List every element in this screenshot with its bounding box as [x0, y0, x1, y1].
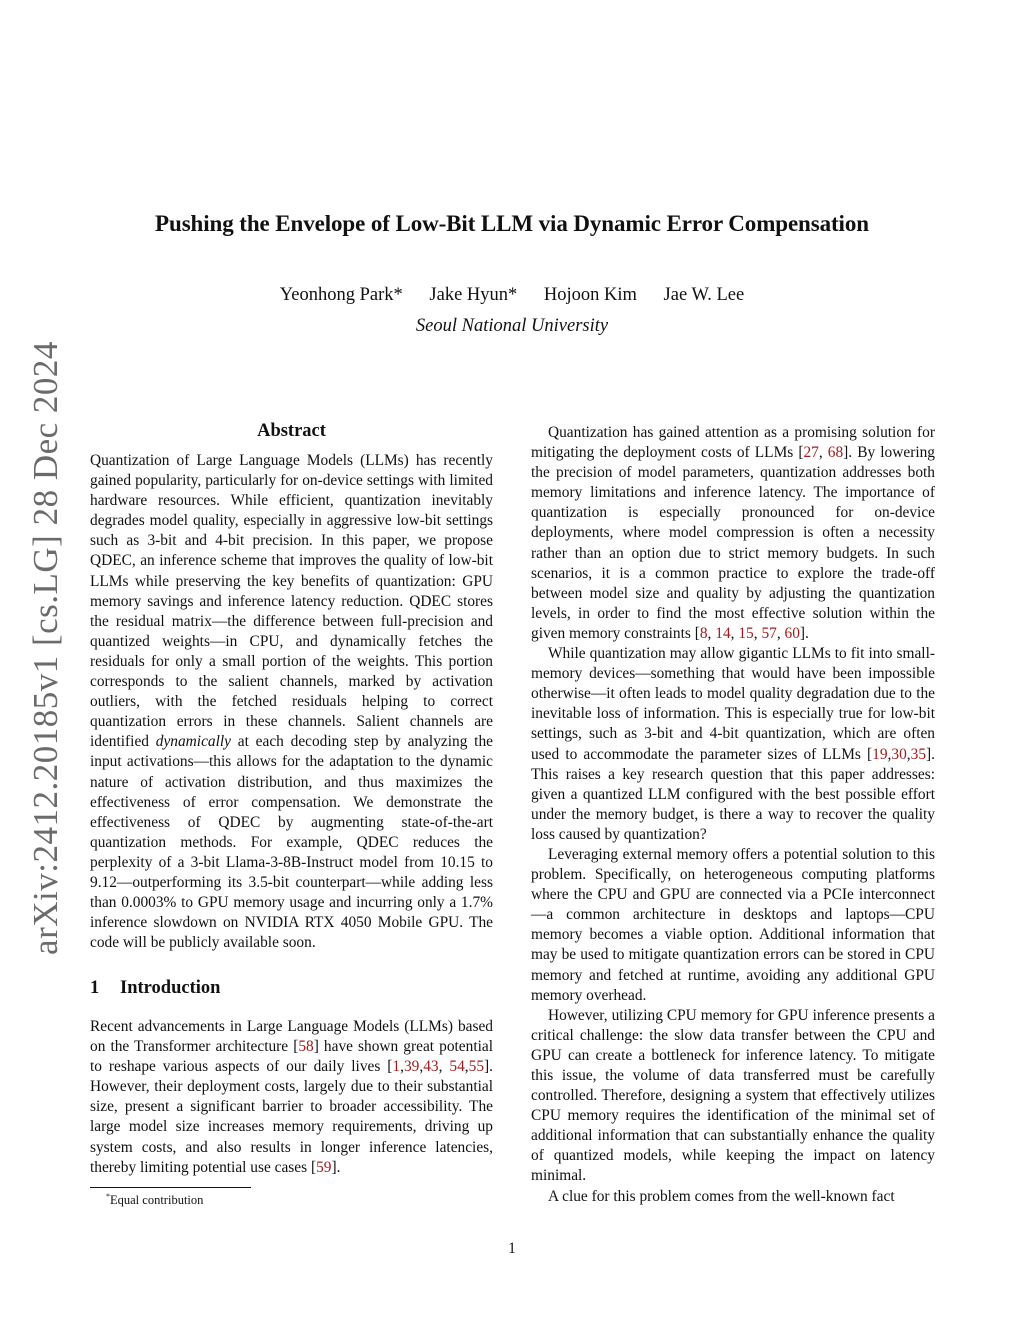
- text-run: ]. However, their deployment costs, largely due to their substantial size, present a significant barrier to broader accessibility. The large model size increases memory requirements, driving up system costs, and also results in longer inference latencies, thereby limiting potential use cases [: [90, 1058, 493, 1176]
- arxiv-identifier[interactable]: arXiv:2412.20185v1 [cs.LG] 28 Dec 2024: [26, 341, 65, 955]
- paragraph: However, utilizing CPU memory for GPU inference presents a critical challenge: the slow data transfer between the CPU and GPU can create a bottleneck for inference latency. To mitigate this issue, the volume of data transferred must be carefully controlled. Therefore, designing a system that effectively utilizes CPU memory requires the identification of the minimal set of additional information that can substantially enhance the quality of quantized models, while keeping the impact on latency minimal.: [531, 1006, 935, 1185]
- citation-link[interactable]: 60: [784, 624, 800, 642]
- paragraph: While quantization may allow gigantic LLMs to fit into small-memory devices—something that would have been impossible otherwise—it often leads to model quality degradation due to the inevitable loss of information. This is especially true for low-bit settings, such as 3-bit and 4-bit quantization, which are often used to accommodate the parameter sizes of LLMs [19,30,35]. This raises a key research question that this paper addresses: given a quantized LLM configured with the best possible effort under the memory budget, is there a way to recover the quality loss caused by quantization?: [531, 645, 935, 843]
- section-heading-introduction: [90, 978, 220, 999]
- page-number: 1: [508, 1240, 516, 1257]
- citation-link[interactable]: 1: [392, 1058, 401, 1076]
- text-run: ] have shown great potential to reshape various aspects of our daily lives [: [90, 1038, 493, 1076]
- author-list: [0, 285, 1024, 306]
- abstract-text-part: at each decoding step by analyzing the input activations—this allows for the adaptation to the dynamic nature of activation distribution, and thus maximizes the effectiveness of error compensation. We demonstrate the effectiveness of QDEC by augmenting state-of-the-art quantization methods. For example, QDEC reduces the perplexity of a 3-bit Llama-3-8B-Instruct model from 10.15 to 9.12—outperforming its 3.5-bit counterpart—while adding less than 0.0003% to GPU memory usage and incurring only a 1.7% inference slowdown on NVIDIA RTX 4050 Mobile GPU. The code will be publicly available soon.: [90, 733, 493, 952]
- text-run: ]. This raises a key research question that this paper addresses: given a quantized LLM configured with the best possible effort under the memory budget, is there a way to recover the quality loss caused by quantization?: [531, 745, 935, 843]
- text-run: ]. By lowering the precision of model parameters, quantization addresses both memory limitations and inference latency. The importance of quantization is especially pronounced for on-device deployments, where model compression is often a necessity rather than an option due to strict memory budgets. In such scenarios, it is a common practice to explore the trade-off between model size and quality by adjusting the quantization levels, in order to find the most effective solution within the given memory constraints [: [531, 444, 935, 642]
- intro-paragraph: Recent advancements in Large Language Models (LLMs) based on the Transformer architecture [58] have shown great potential to reshape various aspects of our daily lives [1,39,43, 54,55]. However, their deployment costs, largely due to their substantial size, present a significant barrier to broader accessibility. The large model size increases memory requirements, driving up system costs, and also results in longer inference latencies, thereby limiting potential use cases [59].: [90, 1018, 493, 1176]
- footnote-mark: *: [106, 1192, 110, 1201]
- author: Yeonhong Park*: [279, 285, 403, 305]
- citation-link[interactable]: 35: [910, 745, 927, 763]
- abstract-text: [90, 451, 493, 953]
- citation-link[interactable]: 68: [827, 444, 844, 462]
- abstract-heading: Abstract: [257, 421, 326, 441]
- abstract-emphasis: dynamically: [155, 733, 231, 751]
- citation-link[interactable]: 14: [715, 624, 731, 642]
- citation-link[interactable]: 43: [423, 1058, 439, 1076]
- citation-link[interactable]: 59: [316, 1158, 332, 1176]
- citation-link[interactable]: 57: [761, 624, 777, 642]
- text-run: ].: [799, 624, 809, 642]
- citation-link[interactable]: 15: [738, 624, 754, 642]
- footnote-text: Equal contribution: [110, 1193, 204, 1208]
- citation-link[interactable]: 8: [699, 624, 708, 642]
- text-run: While quantization may allow gigantic LLMs to fit into small-memory devices—something that would have been impossible otherwise—it often leads to model quality degradation due to the inevitable loss of information. This is especially true for low-bit settings, such as 3-bit and 4-bit quantization, which are often used to accommodate the parameter sizes of LLMs [: [531, 645, 935, 763]
- author: Hojoon Kim: [543, 285, 637, 305]
- paragraph: Quantization has gained attention as a promising solution for mitigating the deployment costs of LLMs [27, 68]. By lowering the precision of model parameters, quantization addresses both memory limitations and inference latency. The importance of quantization is especially pronounced for on-device deployments, where model compression is often a necessity rather than an option due to strict memory budgets. In such scenarios, it is a common practice to explore the trade-off between model size and quality by adjusting the quantization levels, in order to find the most effective solution within the given memory constraints [8, 14, 15, 57, 60].: [531, 424, 935, 642]
- paragraph: Leveraging external memory offers a potential solution to this problem. Specifically, on heterogeneous computing platforms where the CPU and GPU are connected via a PCIe interconnect—a common architecture in desktops and laptops—CPU memory becomes a viable option. Additional information that may be used to mitigate quantization errors can be stored in CPU memory and fetched at runtime, avoiding any additional GPU memory overhead.: [531, 845, 935, 1004]
- text-run: Quantization has gained attention as a promising solution for mitigating the deployment costs of LLMs [: [531, 424, 935, 462]
- author: Jake Hyun*: [429, 285, 518, 305]
- section-title: Introduction: [120, 978, 221, 998]
- citation-link[interactable]: 19: [872, 745, 888, 763]
- text-run: Recent advancements in Large Language Models (LLMs) based on the Transformer architecture [: [90, 1018, 493, 1056]
- abstract-text-part: Quantization of Large Language Models (LLMs) has recently gained popularity, particularly for on-device settings with limited hardware resources. While efficient, quantization inevitably degrades model quality, especially in aggressive low-bit settings such as 3-bit and 4-bit precision. In this paper, we propose QDEC, an inference scheme that improves the quality of low-bit LLMs while preserving the key benefits of quantization: GPU memory savings and inference latency reduction. QDEC stores the residual matrix—the difference between full-precision and quantized weights—in CPU, and dynamically fetches the residuals for only a small portion of the weights. This portion corresponds to the salient channels, marked by activation outliers, with the fetched residuals helping to correct quantization errors in these channels. Salient channels are identified: [90, 452, 493, 751]
- citation-link[interactable]: 55: [468, 1058, 485, 1076]
- footnote-divider: [90, 1187, 251, 1188]
- citation-link[interactable]: 27: [803, 444, 819, 462]
- affiliation: Seoul National University: [415, 316, 609, 336]
- text-run: ].: [331, 1158, 341, 1176]
- citation-link[interactable]: 54: [449, 1058, 465, 1076]
- citation-link[interactable]: 58: [298, 1038, 314, 1056]
- right-column-text: [531, 423, 935, 1207]
- paragraph: A clue for this problem comes from the well-known fact: [548, 1187, 895, 1205]
- section-number: 1: [90, 978, 100, 998]
- citation-link[interactable]: 39: [403, 1058, 420, 1076]
- author: Jae W. Lee: [663, 285, 745, 305]
- citation-link[interactable]: 30: [891, 745, 907, 763]
- paper-title: Pushing the Envelope of Low-Bit LLM via Dynamic Error Compensation: [155, 211, 869, 236]
- footnote: [106, 1192, 203, 1208]
